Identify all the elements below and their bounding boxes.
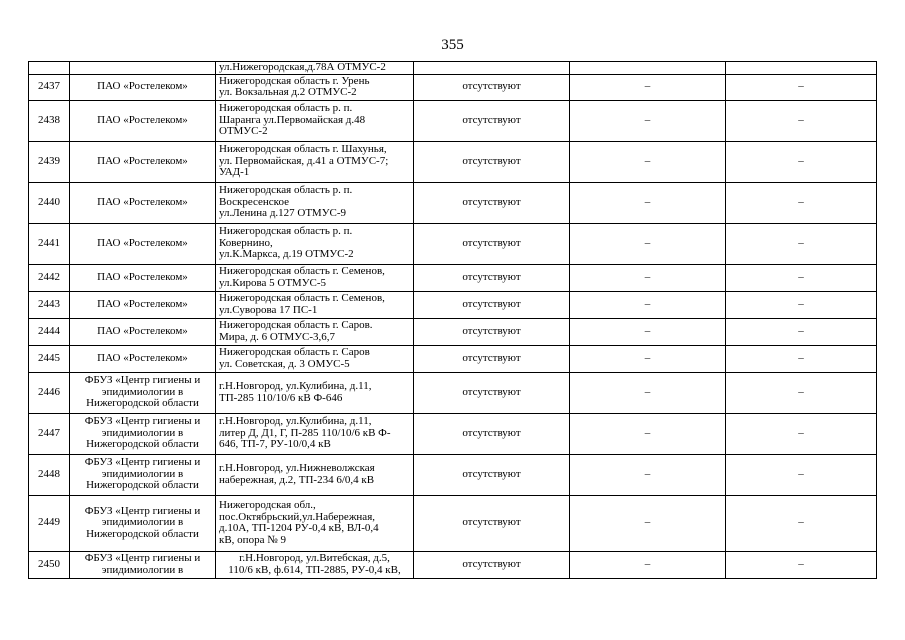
table-row <box>29 345 877 372</box>
address-line: 646, ТП-7, РУ-10/0,4 кВ <box>219 438 331 451</box>
table-row <box>29 100 877 141</box>
cell-status: отсутствуют <box>414 495 570 551</box>
cell-number: 2449 <box>29 495 70 551</box>
cell-number <box>29 62 70 75</box>
organization-line: Нижегородской области <box>86 527 199 540</box>
cell-address <box>216 454 414 495</box>
cell-number: 2446 <box>29 372 70 413</box>
cell-col5: – <box>570 345 726 372</box>
cell-address <box>216 182 414 223</box>
address-line: ул. Вокзальная д.2 ОТМУС-2 <box>219 86 357 98</box>
cell-organization <box>70 141 216 182</box>
cell-organization <box>70 62 216 75</box>
organization-line: ПАО «Ростелеком» <box>97 195 188 208</box>
organization-line: ФБУЗ «Центр гигиены и <box>84 415 201 428</box>
organization-line: ПАО «Ростелеком» <box>97 270 188 283</box>
organization-line: Нижегородской области <box>86 397 199 410</box>
cell-address <box>216 318 414 345</box>
organization-line: ПАО «Ростелеком» <box>97 236 188 249</box>
address-line: УАД-1 <box>219 166 250 179</box>
address-line: набережная, д.2, ТП-234 6/0,4 кВ <box>219 473 375 486</box>
cell-organization <box>70 291 216 318</box>
cell-number: 2450 <box>29 551 70 578</box>
address-line: ул.Нижегородская,д.78А ОТМУС-2 <box>219 61 386 73</box>
table-row <box>29 454 877 495</box>
table-row <box>29 264 877 291</box>
cell-address <box>216 413 414 454</box>
organization-line: ПАО «Ростелеком» <box>97 80 188 93</box>
cell-number: 2441 <box>29 223 70 264</box>
cell-address <box>216 495 414 551</box>
cell-col6 <box>726 62 877 75</box>
address-line: д.10А, ТП-1204 РУ-0,4 кВ, ВЛ-0,4 <box>219 522 379 534</box>
address-line: г.Н.Новгород, ул.Кулибина, д.11, <box>219 415 372 428</box>
address-line: ул. Советская, д. 3 ОМУС-5 <box>219 357 350 370</box>
table-row <box>29 141 877 182</box>
cell-organization <box>70 264 216 291</box>
organization-line: эпидимиологии в <box>101 563 184 576</box>
table-row <box>29 372 877 413</box>
table-row <box>29 318 877 345</box>
cell-col6: – <box>726 291 877 318</box>
cell-status: отсутствуют <box>414 291 570 318</box>
cell-col5: – <box>570 291 726 318</box>
table-row <box>29 182 877 223</box>
cell-organization <box>70 182 216 223</box>
cell-col5: – <box>570 413 726 454</box>
cell-col5: – <box>570 223 726 264</box>
cell-col5: – <box>570 264 726 291</box>
cell-col5: – <box>570 495 726 551</box>
address-line: ул. Первомайская, д.41 а ОТМУС-7; <box>219 154 389 167</box>
cell-organization <box>70 454 216 495</box>
cell-number: 2438 <box>29 100 70 141</box>
cell-col6: – <box>726 264 877 291</box>
cell-col6: – <box>726 223 877 264</box>
address-line: Нижегородская область р. п. <box>219 225 353 238</box>
cell-col5 <box>570 62 726 75</box>
cell-organization <box>70 100 216 141</box>
cell-address <box>216 223 414 264</box>
cell-address <box>216 291 414 318</box>
cell-organization <box>70 223 216 264</box>
table-row <box>29 74 877 100</box>
cell-address <box>216 372 414 413</box>
cell-status: отсутствуют <box>414 454 570 495</box>
cell-address <box>216 100 414 141</box>
cell-number: 2442 <box>29 264 70 291</box>
address-line: Воскресенское <box>219 195 289 208</box>
cell-number: 2437 <box>29 74 70 100</box>
organization-line: ПАО «Ростелеком» <box>97 324 188 337</box>
address-line: Нижегородская область г. Урень <box>219 74 370 87</box>
address-line: Нижегородская область р. п. <box>219 102 353 115</box>
table-row <box>29 291 877 318</box>
cell-status: отсутствуют <box>414 182 570 223</box>
address-line: Мира, д. 6 ОТМУС-3,6,7 <box>219 330 335 343</box>
cell-status: отсутствуют <box>414 345 570 372</box>
address-line: г.Н.Новгород, ул.Витебская, д.5, <box>239 552 390 564</box>
cell-address <box>216 264 414 291</box>
address-line: ОТМУС-2 <box>219 125 268 138</box>
organization-line: ПАО «Ростелеком» <box>97 351 188 364</box>
address-line: Нижегородская область г. Семенов, <box>219 265 385 277</box>
cell-col5: – <box>570 141 726 182</box>
cell-col6: – <box>726 413 877 454</box>
address-line: кВ, опора № 9 <box>219 533 286 546</box>
cell-number: 2448 <box>29 454 70 495</box>
cell-status: отсутствуют <box>414 318 570 345</box>
cell-organization <box>70 413 216 454</box>
cell-organization <box>70 74 216 100</box>
address-line: ул.К.Маркса, д.19 ОТМУС-2 <box>219 248 354 261</box>
cell-number: 2443 <box>29 291 70 318</box>
cell-status: отсутствуют <box>414 551 570 578</box>
address-line: Нижегородская область г. Саров <box>219 346 370 358</box>
cell-col6: – <box>726 141 877 182</box>
address-line: пос.Октябрьский,ул.Набережная, <box>219 510 375 523</box>
address-line: г.Н.Новгород, ул.Нижневолжская <box>219 462 375 474</box>
cell-col5: – <box>570 454 726 495</box>
cell-number: 2447 <box>29 413 70 454</box>
organization-line: ПАО «Ростелеком» <box>97 154 188 167</box>
address-line: Нижегородская обл., <box>219 499 316 511</box>
cell-status: отсутствуют <box>414 372 570 413</box>
cell-organization <box>70 345 216 372</box>
page-number: 355 <box>441 37 464 53</box>
address-line: Нижегородская область р. п. <box>219 184 353 197</box>
cell-col5: – <box>570 318 726 345</box>
cell-organization <box>70 372 216 413</box>
table-row <box>29 495 877 551</box>
cell-col6: – <box>726 74 877 100</box>
organization-line: эпидимиологии в <box>101 467 184 480</box>
registry-table <box>28 61 877 579</box>
cell-status: отсутствуют <box>414 413 570 454</box>
cell-organization <box>70 551 216 578</box>
address-line: ул.Кирова 5 ОТМУС-5 <box>219 276 326 289</box>
cell-col6: – <box>726 182 877 223</box>
organization-line: ПАО «Ростелеком» <box>97 297 188 310</box>
organization-line: ПАО «Ростелеком» <box>97 113 188 126</box>
organization-line: Нижегородской области <box>86 479 199 492</box>
cell-col5: – <box>570 182 726 223</box>
cell-col6: – <box>726 551 877 578</box>
address-line: ул.Суворова 17 ПС-1 <box>219 303 318 316</box>
organization-line: эпидимиологии в <box>101 385 184 398</box>
address-line: ул.Ленина д.127 ОТМУС-9 <box>219 207 346 220</box>
cell-number: 2444 <box>29 318 70 345</box>
address-line: Шаранга ул.Первомайская д.48 <box>219 113 366 126</box>
cell-col6: – <box>726 495 877 551</box>
cell-status: отсутствуют <box>414 141 570 182</box>
cell-col5: – <box>570 74 726 100</box>
table-row <box>29 551 877 578</box>
cell-col6: – <box>726 372 877 413</box>
address-line: литер Д, Д1, Г, П-285 110/10/6 кВ Ф- <box>219 426 391 439</box>
organization-line: ФБУЗ «Центр гигиены и <box>84 504 201 517</box>
address-line: Ковернино, <box>219 236 273 249</box>
cell-address <box>216 551 414 578</box>
address-line: 110/6 кВ, ф.614, ТП-2885, РУ-0,4 кВ, <box>228 563 401 576</box>
table-row <box>29 223 877 264</box>
cell-status: отсутствуют <box>414 264 570 291</box>
cell-address <box>216 62 414 75</box>
cell-status: отсутствуют <box>414 74 570 100</box>
cell-address <box>216 141 414 182</box>
organization-line: ФБУЗ «Центр гигиены и <box>84 552 201 564</box>
organization-line: ФБУЗ «Центр гигиены и <box>84 374 201 387</box>
address-line: Нижегородская область г. Семенов, <box>219 292 385 304</box>
cell-col5: – <box>570 100 726 141</box>
address-line: Нижегородская область г. Саров. <box>219 319 373 331</box>
cell-number: 2439 <box>29 141 70 182</box>
cell-address <box>216 74 414 100</box>
address-line: ТП-285 110/10/6 кВ Ф-646 <box>219 391 343 404</box>
cell-col6: – <box>726 318 877 345</box>
table-row <box>29 413 877 454</box>
organization-line: эпидимиологии в <box>101 426 184 439</box>
cell-number: 2440 <box>29 182 70 223</box>
cell-col6: – <box>726 100 877 141</box>
cell-col6: – <box>726 454 877 495</box>
cell-col5: – <box>570 372 726 413</box>
organization-line: ФБУЗ «Центр гигиены и <box>84 456 201 469</box>
cell-col6: – <box>726 345 877 372</box>
organization-line: эпидимиологии в <box>101 516 184 529</box>
cell-status: отсутствуют <box>414 223 570 264</box>
cell-organization <box>70 318 216 345</box>
cell-status <box>414 62 570 75</box>
address-line: г.Н.Новгород, ул.Кулибина, д.11, <box>219 380 372 392</box>
cell-col5: – <box>570 551 726 578</box>
cell-status: отсутствуют <box>414 100 570 141</box>
address-line: Нижегородская область г. Шахунья, <box>219 143 387 156</box>
cell-address <box>216 345 414 372</box>
organization-line: Нижегородской области <box>86 438 199 451</box>
table-row-continuation <box>29 62 877 75</box>
cell-organization <box>70 495 216 551</box>
cell-number: 2445 <box>29 345 70 372</box>
